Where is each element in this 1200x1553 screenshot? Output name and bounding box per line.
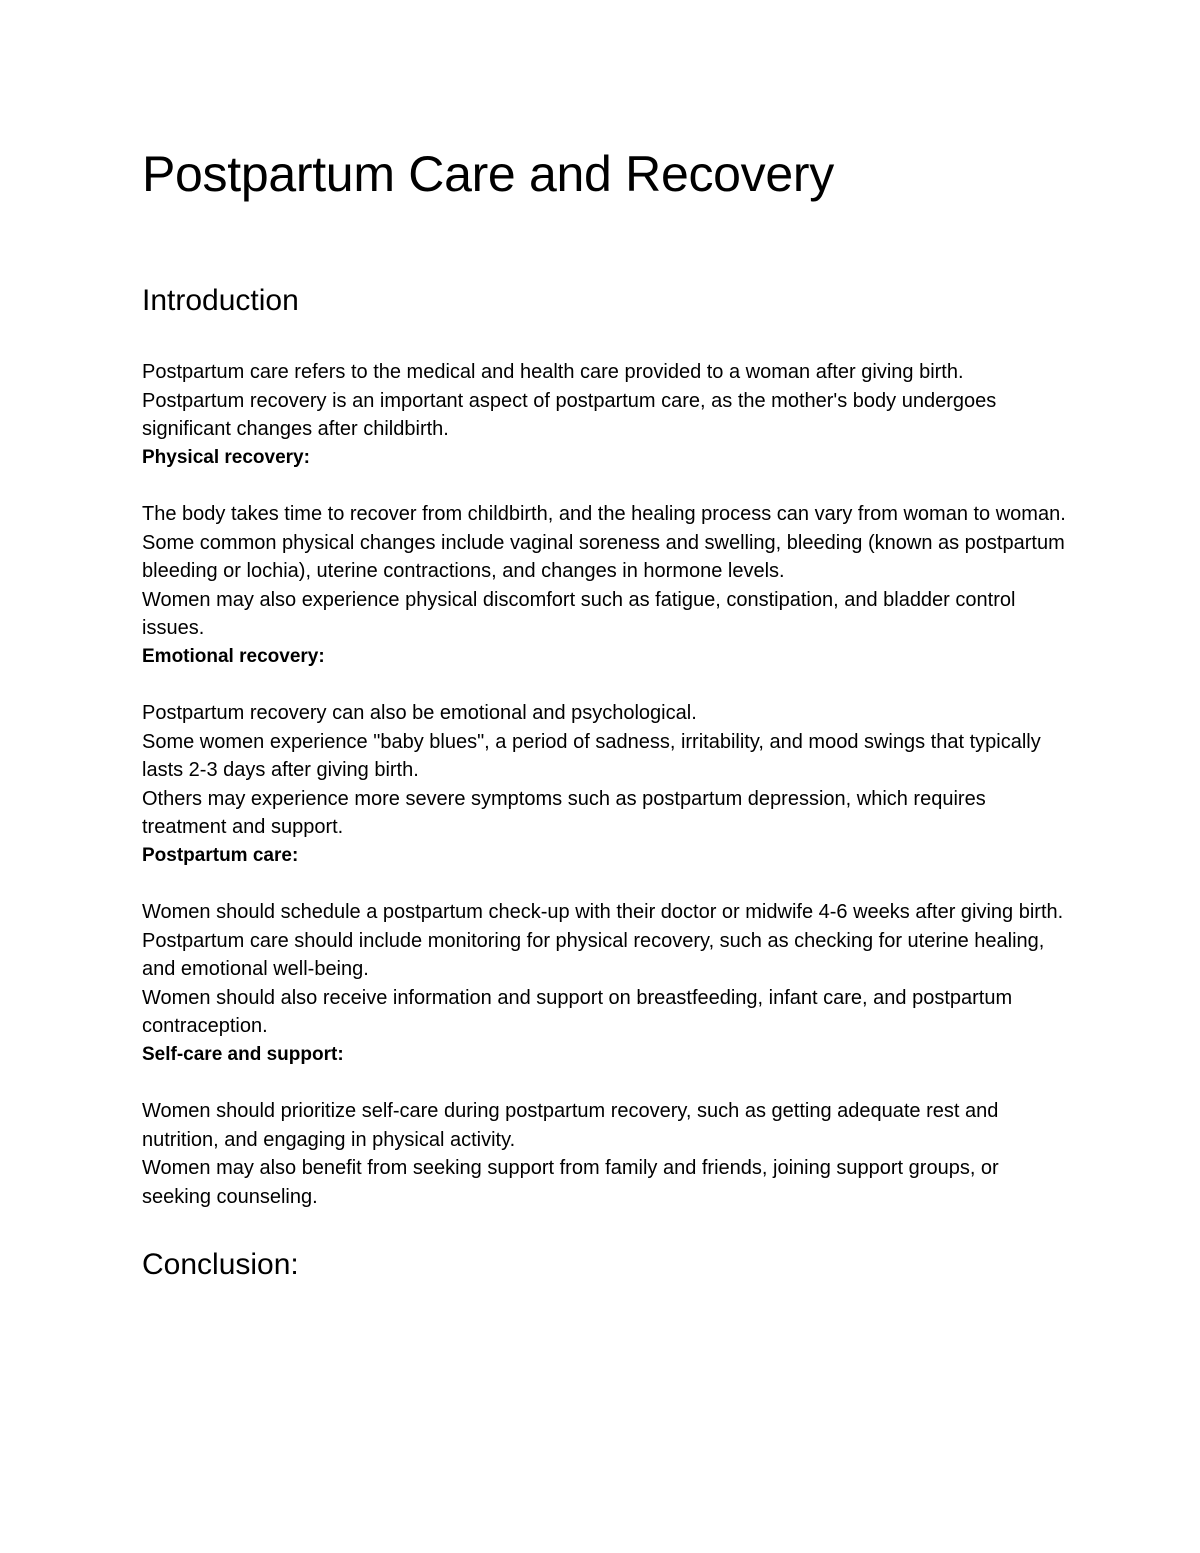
document-body [142, 140, 1072, 1285]
section-line: Women should prioritize self-care during postpartum recovery, such as getting adequate rest and nutrition, and engaging in physical activity. [142, 1100, 999, 1151]
section-heading: Self-care and support: [142, 1043, 344, 1065]
introduction-line: Postpartum recovery is an important aspect of postpartum care, as the mother's body undergoes significant changes after childbirth. [142, 389, 997, 440]
section-line: Postpartum recovery can also be emotional and psychological. [142, 702, 697, 724]
section-heading: Emotional recovery: [142, 645, 325, 667]
introduction-paragraph [142, 358, 1072, 444]
document-title: Postpartum Care and Recovery [142, 146, 834, 202]
section-line: Some common physical changes include vaginal soreness and swelling, bleeding (known as postpartum bleeding or lochia), uterine contractions, and changes in hormone levels. [142, 531, 1065, 582]
section-line: Some women experience "baby blues", a period of sadness, irritability, and mood swings that typically lasts 2-3 days after giving birth. [142, 730, 1041, 781]
introduction-heading: Introduction [142, 284, 299, 317]
section-line: Others may experience more severe symptoms such as postpartum depression, which requires treatment and support. [142, 787, 986, 838]
section-heading: Physical recovery: [142, 446, 310, 468]
section-line: Women should schedule a postpartum check-up with their doctor or midwife 4-6 weeks after giving birth. [142, 901, 1064, 923]
introduction-line: Postpartum care refers to the medical and health care provided to a woman after giving birth. [142, 361, 964, 383]
section-line: The body takes time to recover from childbirth, and the healing process can vary from woman to woman. [142, 503, 1066, 525]
section-heading: Postpartum care: [142, 844, 299, 866]
section-emotional-recovery [142, 643, 1072, 842]
section-postpartum-care [142, 842, 1072, 1041]
section-line: Women may also experience physical discomfort such as fatigue, constipation, and bladder control issues. [142, 588, 1016, 639]
section-line: Women should also receive information and support on breastfeeding, infant care, and postpartum contraception. [142, 986, 1013, 1037]
section-line: Postpartum care should include monitoring for physical recovery, such as checking for uterine healing, and emotional well-being. [142, 929, 1045, 980]
conclusion-heading: Conclusion: [142, 1248, 299, 1281]
section-self-care-and-support [142, 1041, 1072, 1212]
section-line: Women may also benefit from seeking support from family and friends, joining support groups, or seeking counseling. [142, 1157, 999, 1208]
section-physical-recovery [142, 444, 1072, 643]
